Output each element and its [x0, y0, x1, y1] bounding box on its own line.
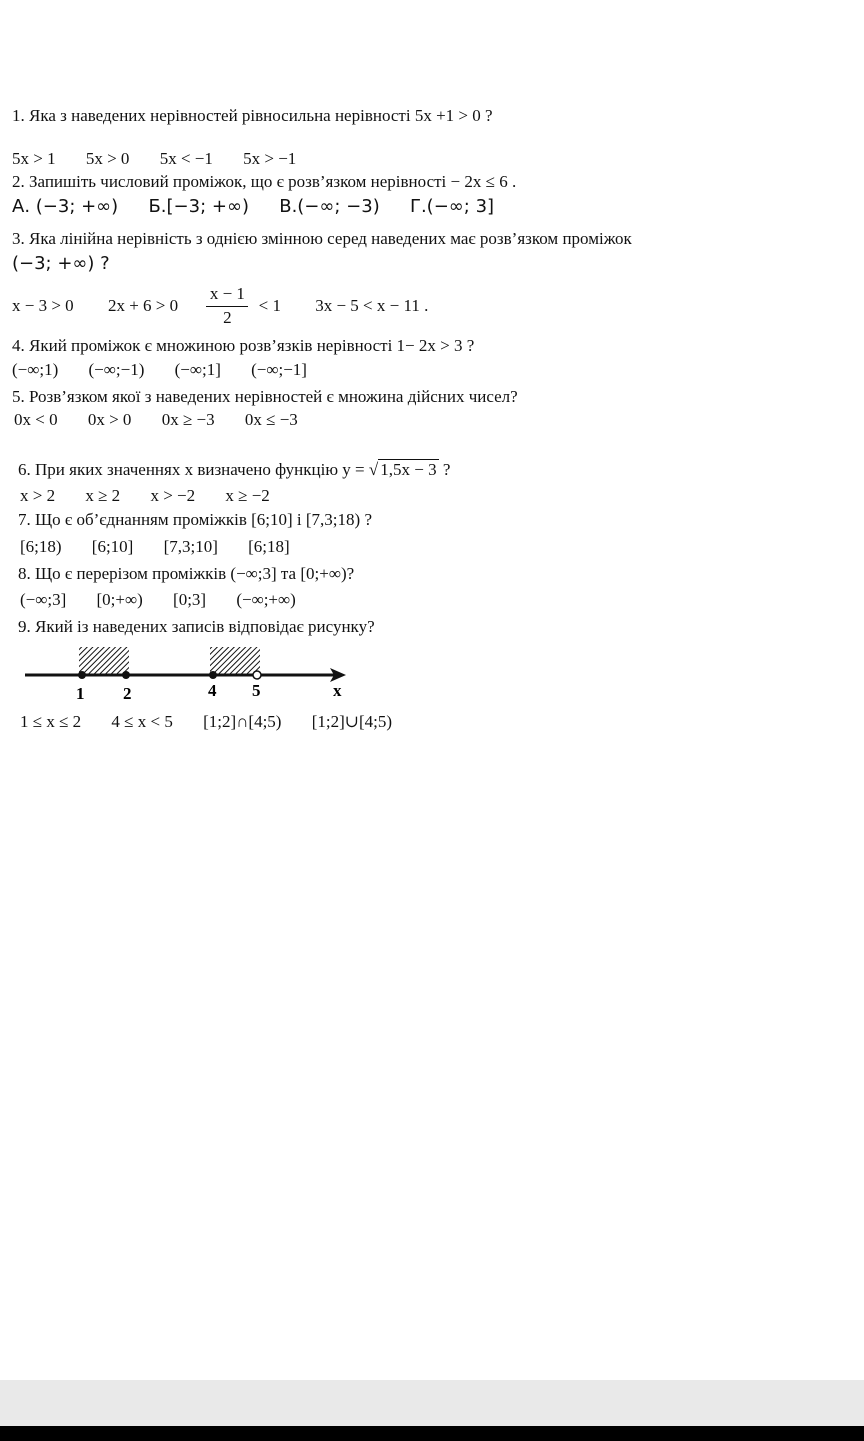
point-4-filled [209, 671, 217, 679]
option: 4 ≤ x < 5 [111, 712, 173, 731]
question-7: 7. Що є об’єднанням проміжків [6;10] і [7,3;18) ? [18, 510, 372, 529]
option: [0;+∞) [96, 590, 143, 609]
option: x − 3 > 0 [12, 296, 74, 315]
sqrt-sign: √ [368, 460, 379, 479]
point-1-filled [78, 671, 86, 679]
question-3: 3. Яка лінійна нерівність з однією змінною серед наведених має розв’язком проміжок [12, 229, 632, 248]
option: 0x > 0 [87, 410, 132, 429]
option: 5x < −1 [159, 149, 213, 168]
question-3-options [12, 284, 428, 332]
question-4: 4. Який проміжок є множиною розв’язків нерівності 1− 2x > 3 ? [12, 336, 475, 355]
question-6-end: ? [442, 460, 451, 479]
option: < 1 [258, 296, 281, 315]
question-9-options [20, 712, 418, 732]
option: 3x − 5 < x − 11 . [315, 296, 429, 315]
question-1-options [12, 149, 322, 169]
tick-label-2: 2 [123, 684, 132, 703]
option: А. (−3; +∞) [12, 196, 119, 217]
option: x > 2 [20, 486, 56, 505]
screen-bottom-bar [0, 1426, 864, 1441]
hatched-interval-1-2 [79, 647, 129, 675]
question-2: 2. Запишіть числовий проміжок, що є розв’язком нерівності − 2x ≤ 6 . [12, 172, 517, 191]
option: (−∞;1) [12, 360, 59, 379]
question-6-options [20, 486, 296, 506]
option: 0x ≥ −3 [161, 410, 215, 429]
hatched-interval-4-5 [210, 647, 260, 675]
point-5-open [253, 671, 261, 679]
option: 0x ≤ −3 [244, 410, 298, 429]
option: 5x > −1 [243, 149, 297, 168]
number-line-figure [20, 640, 360, 706]
question-8-options [20, 590, 322, 610]
option: Б.[−3; +∞) [148, 196, 249, 217]
option: [1;2]∪[4;5) [311, 712, 393, 731]
option: 0x < 0 [14, 410, 58, 429]
option: (−∞;+∞) [236, 590, 296, 609]
option: (−∞;−1) [88, 360, 145, 379]
option: [6;18) [20, 537, 62, 556]
question-8: 8. Що є перерізом проміжків (−∞;3] та [0;+∞)? [18, 564, 355, 583]
option: (−∞;3] [20, 590, 67, 609]
option: 5x > 0 [85, 149, 130, 168]
interval-text: (−3; +∞) ? [12, 253, 110, 274]
point-2-filled [122, 671, 130, 679]
question-7-options [20, 537, 316, 557]
option: 2x + 6 > 0 [107, 296, 179, 315]
question-5-options [14, 410, 324, 430]
question-1: 1. Яка з наведених нерівностей рівносильна нерівності 5x +1 > 0 ? [12, 106, 493, 125]
option: [1;2]∩[4;5) [203, 712, 282, 731]
fraction [204, 284, 250, 328]
option: [6;18] [248, 537, 290, 556]
option: [6;10] [91, 537, 134, 556]
option: (−∞;1] [174, 360, 221, 379]
question-5: 5. Розв’язком якої з наведених нерівностей є множина дійсних чисел? [12, 387, 518, 406]
fraction-denominator: 2 [223, 308, 232, 327]
question-6-text: 6. При яких значеннях x визначено функцію y = [18, 460, 365, 479]
option: x ≥ 2 [85, 486, 121, 505]
option: 1 ≤ x ≤ 2 [20, 712, 82, 731]
option: [7,3;10] [163, 537, 218, 556]
question-6 [18, 459, 450, 480]
viewer-bottom-margin [0, 1380, 864, 1426]
option: x > −2 [150, 486, 196, 505]
option: (−∞;−1] [251, 360, 307, 379]
question-2-options [12, 197, 520, 217]
question-4-options [12, 360, 333, 380]
question-3-interval [12, 254, 110, 274]
tick-label-4: 4 [208, 681, 217, 700]
option: x ≥ −2 [225, 486, 270, 505]
axis-label-x: x [333, 681, 342, 700]
option: [0;3] [173, 590, 207, 609]
tick-label-5: 5 [252, 681, 261, 700]
question-9: 9. Який із наведених записів відповідає рисунку? [18, 617, 375, 636]
fraction-numerator: x − 1 [209, 284, 245, 303]
option: В.(−∞; −3) [279, 196, 380, 217]
radicand: 1,5x − 3 [380, 460, 437, 479]
tick-label-1: 1 [76, 684, 85, 703]
fraction-bar [206, 306, 248, 307]
option: 5x > 1 [12, 149, 56, 168]
option: Г.(−∞; 3] [409, 196, 495, 217]
